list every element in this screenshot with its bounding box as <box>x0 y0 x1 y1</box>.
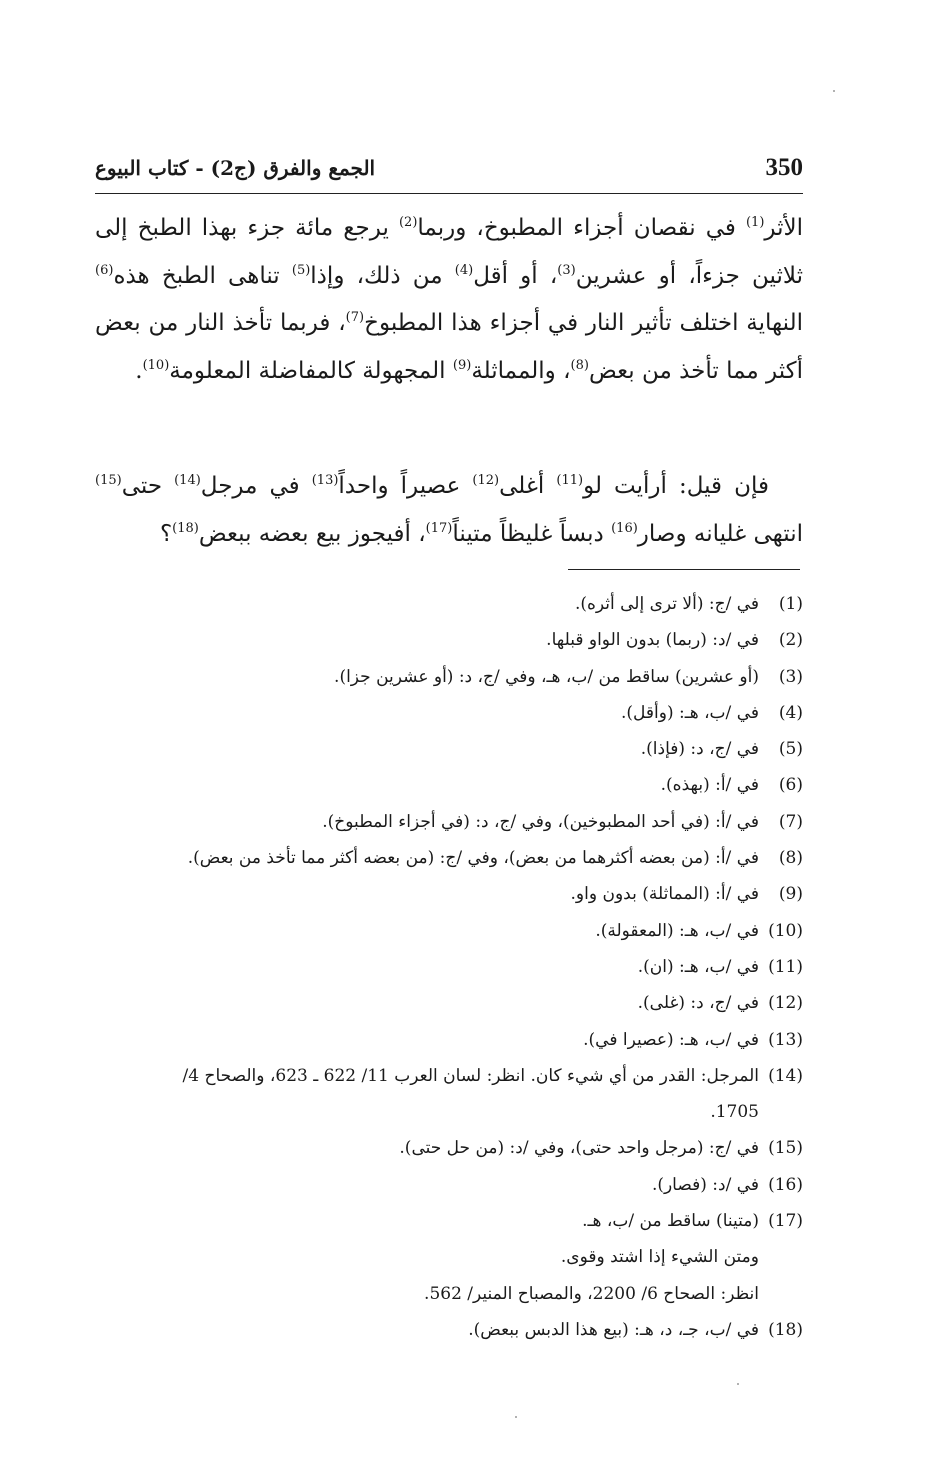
footnote-marker: (5) <box>291 262 311 278</box>
footnote-text: في /ج: (مرجل واحد حتى)، وفي /د: (من حل حتى). <box>399 1138 759 1159</box>
footnote-marker: (1) <box>745 215 765 230</box>
footnote-item <box>95 1203 803 1239</box>
footnote-item <box>95 622 803 658</box>
footnote-marker: (17) <box>425 521 453 536</box>
footnote-item <box>95 804 803 840</box>
footnote-number-text: (6) <box>778 775 803 796</box>
footnote-number <box>759 1312 803 1348</box>
footnote-text: في /ج، د: (فإذا). <box>640 739 759 760</box>
footnote-continuation: 1705. <box>710 1102 759 1123</box>
footnote-marker: (6) <box>95 262 114 278</box>
footnote-item <box>95 1058 803 1094</box>
footnote-text: في /ج: (ألا ترى إلى أثره). <box>574 594 759 614</box>
footnote-item <box>95 659 803 695</box>
text-run: ، أو أقل <box>473 262 558 289</box>
footnote-number-text: (12) <box>768 993 803 1014</box>
footnote-number-text: (18) <box>768 1319 803 1340</box>
footnote-text: في /د: (فصار). <box>651 1174 759 1195</box>
footnote-text: في /د: (ربما) بدون الواو قبلها. <box>546 630 759 651</box>
text-run: المجهولة كالمفاضلة المعلومة <box>169 357 453 384</box>
text-run: ؟ <box>159 521 173 547</box>
footnote-number-text: (7) <box>778 811 803 832</box>
footnote-number <box>759 622 803 658</box>
footnote-item <box>95 695 803 731</box>
footnote-marker: (10) <box>142 357 170 373</box>
footnote-number <box>759 1130 803 1166</box>
text-run: عصيراً واحداً <box>338 473 473 499</box>
footnote-item <box>95 1312 803 1348</box>
footnote-number-text: (1) <box>778 594 803 614</box>
text-run: من ذلك، وإذا <box>310 262 455 289</box>
text-run: . <box>135 357 143 384</box>
footnote-marker: (7) <box>345 310 365 325</box>
footnote-marker: (9) <box>452 357 472 373</box>
footnote-number-text: (11) <box>768 956 803 977</box>
footnote-divider <box>568 569 800 570</box>
footnote-item <box>95 1167 803 1203</box>
page-header <box>95 150 803 186</box>
text-run: ، والمماثلة <box>471 357 571 384</box>
footnote-text: في /ج، د: (غلى). <box>637 993 759 1014</box>
footnote-text: في /ب، هـ: (المعقولة). <box>595 920 759 941</box>
footnote-number <box>759 804 803 840</box>
text-run: ، فربما تأخذ النار من بعض أكثر مما تأخذ من بعض <box>95 310 803 384</box>
footnote-item <box>95 586 803 622</box>
footnote-number <box>759 1022 803 1058</box>
footnote-continuation: ومتن الشيء إذا اشتد وقوى. <box>560 1247 759 1268</box>
footnote-item <box>95 985 803 1021</box>
footnote-number-text: (2) <box>778 630 803 651</box>
footnote-text: في /أ: (بهذه). <box>660 775 759 796</box>
text-run: النهاية اختلف تأثير النار في أجزاء هذا المطبوخ <box>364 310 803 336</box>
text-run: ، أفيجوز بيع بعضه ببعض <box>198 521 426 547</box>
footnote-text: في /ب، هـ: (عصيرا في). <box>583 1029 759 1050</box>
footnote-item <box>95 840 803 876</box>
footnote-item <box>95 1022 803 1058</box>
footnote-number <box>759 1203 803 1239</box>
footnote-number-text: (3) <box>778 666 803 687</box>
text-run: أغلى <box>499 473 557 499</box>
text-run: يرجع مائة جزء بهذا الطبخ إلى ثلاثين جزءاً، أو عشرين <box>95 215 803 289</box>
footnote-number-text: (5) <box>778 739 803 760</box>
footnote-number <box>759 1167 803 1203</box>
footnote-marker: (14) <box>174 473 201 488</box>
text-run: انتهى غليانه وصار <box>637 521 803 547</box>
footnote-number-text: (13) <box>768 1029 803 1050</box>
footnote-marker: (11) <box>556 473 584 488</box>
text-run: في نقصان أجزاء المطبوخ، وربما <box>417 215 746 241</box>
footnote-text: (متينا) ساقط من /ب، هـ. <box>582 1211 759 1232</box>
footnote-number <box>759 586 803 622</box>
footnote-number <box>759 659 803 695</box>
footnote-text: في /أ: (المماثلة) بدون واو. <box>570 884 759 905</box>
text-run: فإن قيل: أرأيت لو <box>583 473 769 499</box>
footnote-item <box>95 1130 803 1166</box>
footnote-marker: (2) <box>398 215 418 230</box>
footnote-text: (أو عشرين) ساقط من /ب، هـ، وفي /ج، د: (أو عشرين جزا). <box>334 666 759 687</box>
footnote-marker: (12) <box>472 473 500 488</box>
running-title: الجمع والفرق (ج2) - كتاب البيوع <box>95 156 376 180</box>
footnote-text: في /ب، هـ: (ان). <box>637 956 759 977</box>
text-run: دبساً غليظاً متيناً <box>452 521 612 547</box>
footnote-text: في /أ: (من بعضه أكثرهما من بعض)، وفي /ج: (من بعضه أكثر مما تأخذ من بعض). <box>187 848 759 869</box>
footnote-marker: (18) <box>172 521 199 536</box>
footnote-marker: (16) <box>611 521 638 536</box>
footnote-number <box>759 949 803 985</box>
footnote-text: في /أ: (في أحد المطبوخين)، وفي /ج، د: (في أجزاء المطبوخ). <box>322 811 759 832</box>
footnote-number-text: (16) <box>768 1174 803 1195</box>
footnote-number-text: (9) <box>778 884 803 905</box>
footnote-number <box>759 985 803 1021</box>
footnote-number-text: (17) <box>768 1211 803 1232</box>
scan-speck <box>833 90 835 92</box>
footnote-number <box>759 695 803 731</box>
footnote-marker: (13) <box>311 473 339 488</box>
page-number: 350 <box>765 154 803 181</box>
footnote-number <box>759 731 803 767</box>
footnote-text: في /ب، هـ: (وأقل). <box>620 702 759 723</box>
footnote-number-text: (15) <box>768 1138 803 1159</box>
footnote-number <box>759 876 803 912</box>
text-run: الأثر <box>764 215 803 241</box>
text-run: في مرجل <box>200 473 312 499</box>
footnote-item <box>95 731 803 767</box>
footnote-number-text: (8) <box>778 848 803 869</box>
footnote-marker: (8) <box>570 357 589 373</box>
header-divider <box>95 193 803 194</box>
footnote-text: في /ب، جـ، د، هـ: (بيع هذا الدبس ببعض). <box>468 1319 759 1340</box>
question-paragraph <box>95 462 803 558</box>
footnote-number <box>759 1058 803 1094</box>
footnotes <box>95 586 803 1348</box>
footnote-item <box>95 876 803 912</box>
body-paragraph <box>95 205 803 395</box>
scan-speck <box>737 1383 739 1385</box>
footnote-number-text: (14) <box>768 1065 803 1086</box>
scan-speck <box>515 1416 517 1418</box>
text-run: حتى <box>121 473 175 499</box>
footnote-marker: (4) <box>454 262 474 278</box>
footnote-marker: (15) <box>95 473 122 488</box>
footnote-number <box>759 840 803 876</box>
footnote-number <box>759 913 803 949</box>
footnote-number <box>759 767 803 803</box>
footnote-item <box>95 767 803 803</box>
text-run: تناهى الطبخ هذه <box>113 262 292 289</box>
footnote-item <box>95 949 803 985</box>
footnote-number-text: (10) <box>768 920 803 941</box>
footnote-item <box>95 913 803 949</box>
footnote-continuation: انظر: الصحاح 6/ 2200، والمصباح المنير/ 562. <box>424 1283 759 1304</box>
footnote-number-text: (4) <box>778 702 803 723</box>
footnote-text: المرجل: القدر من أي شيء كان. انظر: لسان العرب 11/ 622 ـ 623، والصحاح 4/ <box>182 1065 759 1086</box>
footnote-marker: (3) <box>557 262 576 278</box>
